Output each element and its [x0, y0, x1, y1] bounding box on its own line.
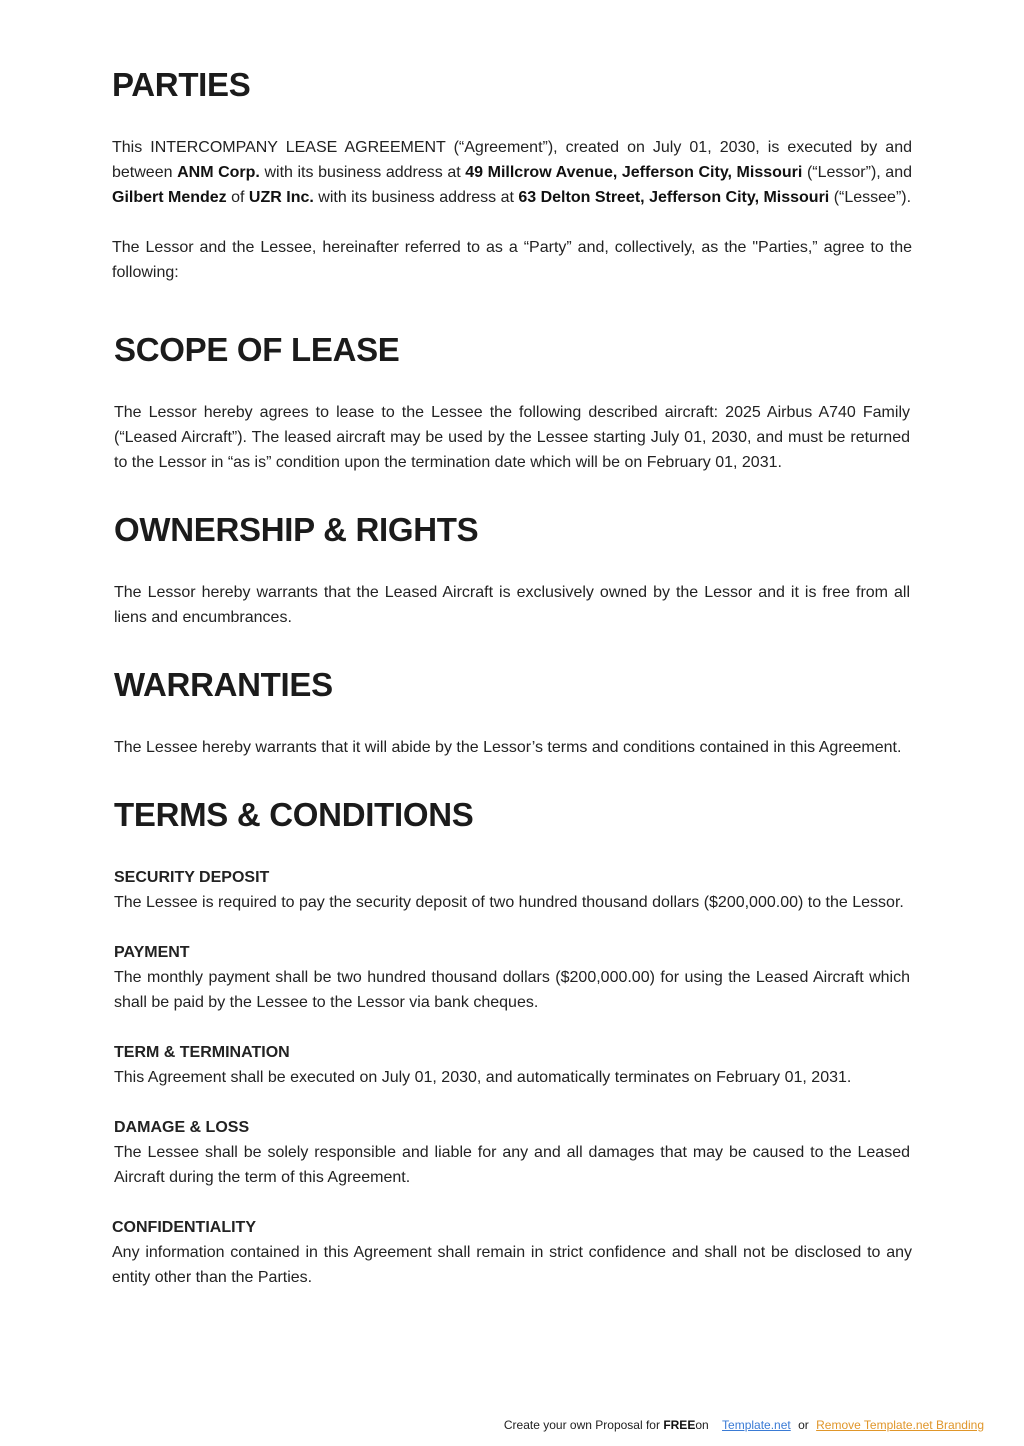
clause-label: TERM & TERMINATION: [114, 1044, 290, 1061]
footer-free: FREE: [663, 1418, 696, 1432]
clause-label: CONFIDENTIALITY: [112, 1219, 256, 1236]
parties-text-2: with its business address at: [259, 164, 466, 181]
parties-text-3: (“Lessor”), and: [802, 164, 913, 181]
remove-branding-link[interactable]: Remove Template.net Branding: [816, 1418, 984, 1432]
clause-text: This Agreement shall be executed on July 01, 2030, and automatically terminates on February 01, 2031.: [114, 1069, 852, 1086]
lessee-company: UZR Inc.: [248, 189, 314, 206]
heading-terms-conditions: TERMS & CONDITIONS: [114, 796, 474, 833]
ownership-paragraph: The Lessor hereby warrants that the Leased Aircraft is exclusively owned by the Lessor and it is free from all liens and encumbrances.: [114, 584, 910, 626]
parties-text-6: (“Lessee”).: [829, 189, 912, 206]
clause-security-deposit: [114, 865, 910, 915]
heading-ownership-rights: OWNERSHIP & RIGHTS: [114, 511, 479, 548]
clause-label: SECURITY DEPOSIT: [114, 869, 270, 886]
lessor-address: 49 Millcrow Avenue, Jefferson City, Missouri: [465, 164, 803, 181]
heading-parties: PARTIES: [112, 66, 251, 103]
clause-label: DAMAGE & LOSS: [114, 1119, 250, 1136]
clause-text: The Lessee shall be solely responsible and liable for any and all damages that may be caused to the Leased Aircraft during the term of this Agreement.: [114, 1144, 910, 1186]
clause-damage-loss: [114, 1115, 910, 1190]
parties-text-5: with its business address at: [313, 189, 519, 206]
footer-prefix: Create your own Proposal for: [503, 1418, 664, 1432]
parties-paragraph-2: The Lessor and the Lessee, hereinafter referred to as a “Party” and, collectively, as the "Parties,” agree to the following:: [112, 239, 912, 281]
scope-paragraph: The Lessor hereby agrees to lease to the Lessee the following described aircraft: 2025 Airbus A740 Family (“Leased Aircraft”). The leased aircraft may be used by the Lessee starting July 01, 2030, and must be returned to the Lessor in “as is” condition upon the termination date which will be on February 01, 2031.: [114, 404, 910, 471]
clause-label: PAYMENT: [114, 944, 190, 961]
parties-paragraph-1: [112, 135, 912, 210]
lessee-address: 63 Delton Street, Jefferson City, Missouri: [518, 189, 830, 206]
lessor-name: ANM Corp.: [177, 164, 260, 181]
clause-payment: [114, 940, 910, 1015]
heading-warranties: WARRANTIES: [114, 666, 333, 703]
heading-scope-of-lease: SCOPE OF LEASE: [114, 331, 400, 368]
clause-confidentiality: [112, 1215, 912, 1290]
template-net-link[interactable]: Template.net: [722, 1418, 791, 1432]
footer-on: on: [695, 1418, 709, 1432]
warranties-paragraph: The Lessee hereby warrants that it will abide by the Lessor’s terms and conditions contained in this Agreement.: [114, 739, 902, 756]
branding-footer: [504, 1418, 984, 1432]
lessee-person: Gilbert Mendez: [112, 189, 227, 206]
clause-text: The Lessee is required to pay the security deposit of two hundred thousand dollars ($200,000.00) to the Lessor.: [114, 894, 904, 911]
footer-or: or: [798, 1418, 809, 1432]
parties-text-1: This INTERCOMPANY LEASE AGREEMENT (“Agreement”), created on July 01, 2030, is executed by and between: [112, 139, 912, 181]
clause-term-termination: [114, 1040, 910, 1090]
parties-text-4: of: [226, 189, 249, 206]
clause-text: The monthly payment shall be two hundred thousand dollars ($200,000.00) for using the Leased Aircraft which shall be paid by the Lessee to the Lessor via bank cheques.: [114, 969, 910, 1011]
clause-text: Any information contained in this Agreement shall remain in strict confidence and shall not be disclosed to any entity other than the Parties.: [112, 1244, 912, 1286]
